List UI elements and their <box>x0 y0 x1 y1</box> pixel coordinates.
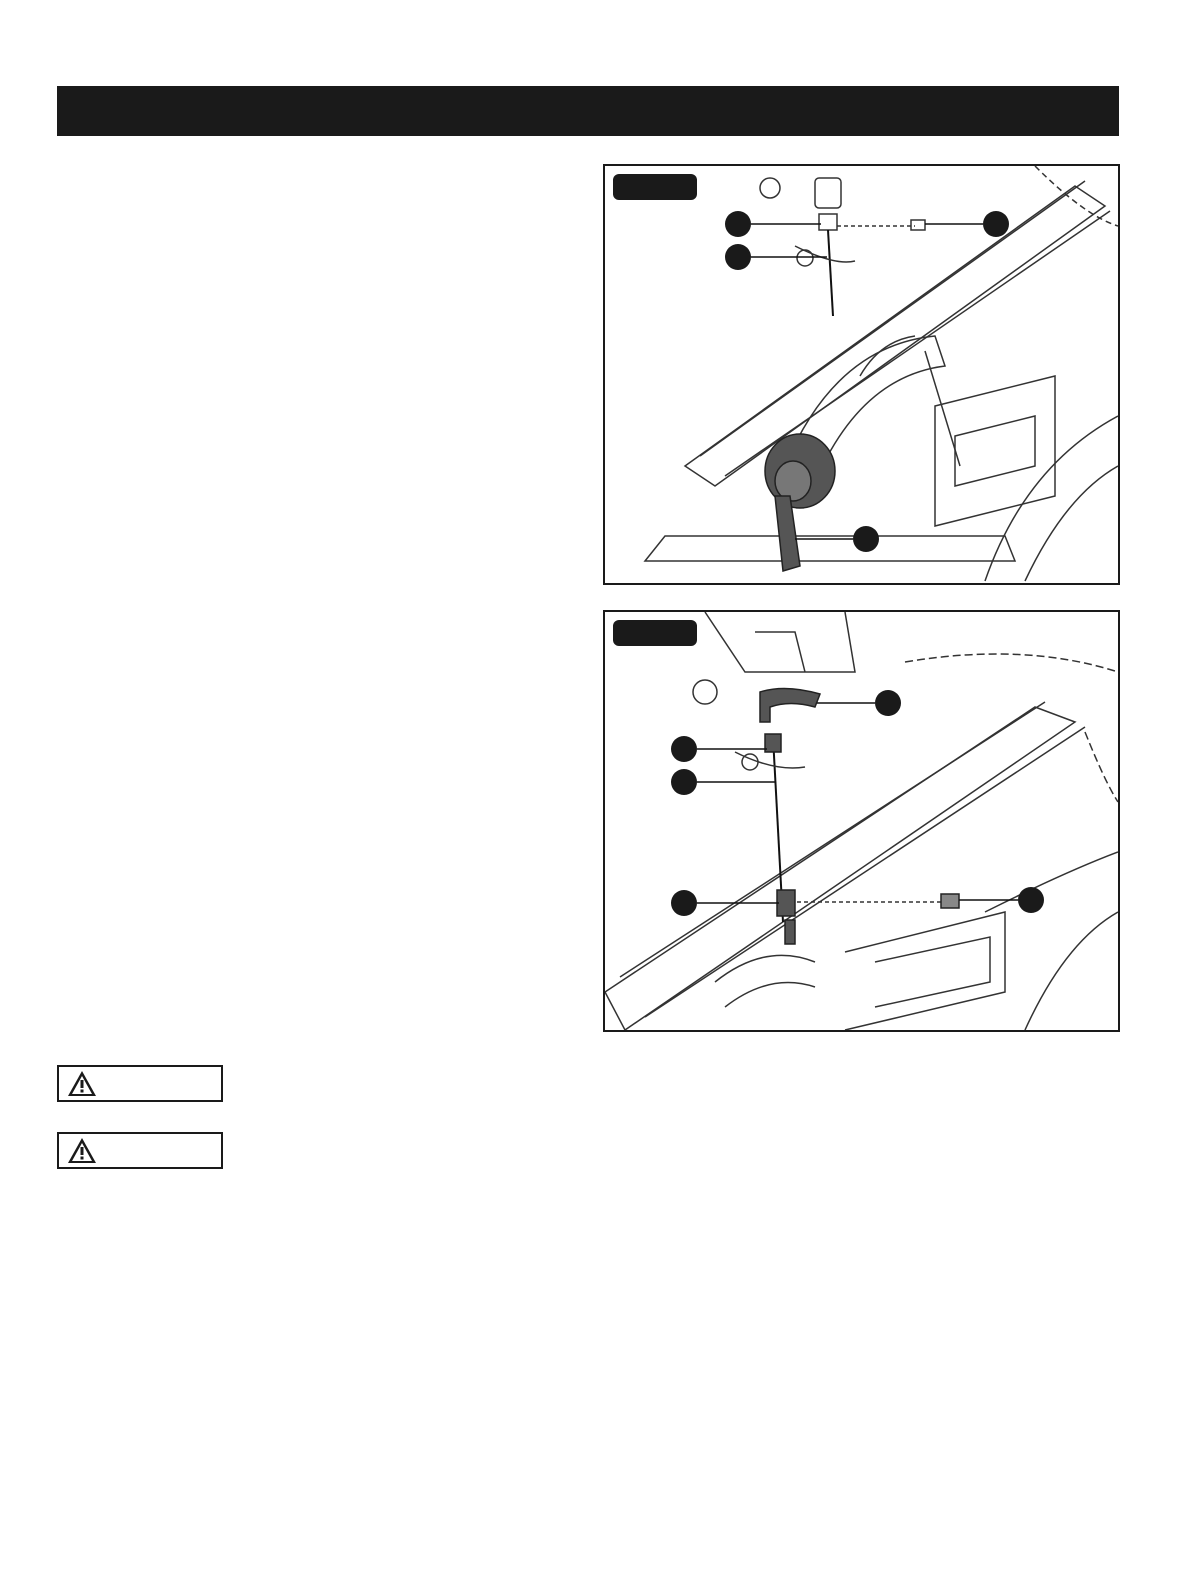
section-header-bar <box>57 86 1119 136</box>
figure-2-leader-lines <box>605 612 1118 1030</box>
figure-1-leader-lines <box>605 166 1118 583</box>
warning-box-2 <box>57 1132 223 1169</box>
warning-triangle-icon <box>67 1070 97 1098</box>
figure-1 <box>603 164 1120 585</box>
warning-box-1 <box>57 1065 223 1102</box>
figure-2 <box>603 610 1120 1032</box>
warning-triangle-icon <box>67 1137 97 1165</box>
